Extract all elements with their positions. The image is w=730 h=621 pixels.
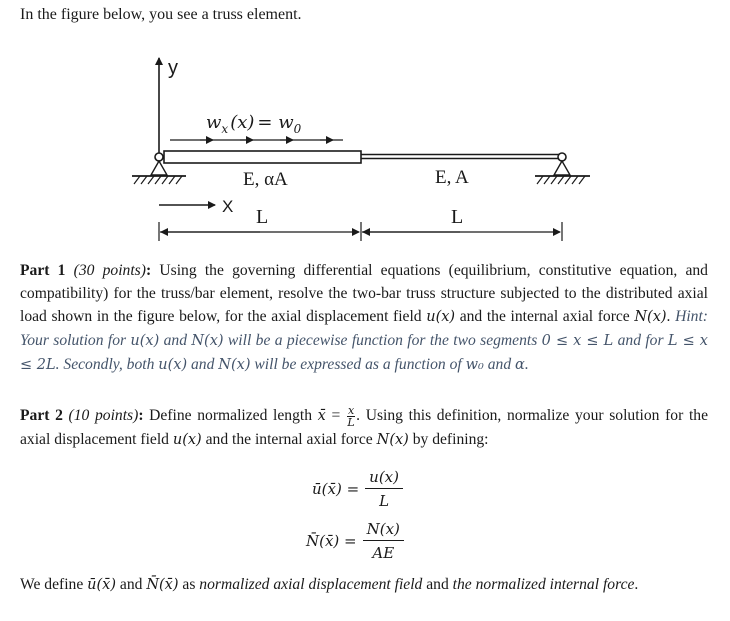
hint-range-1: 0 ≤ x ≤ L xyxy=(541,333,614,349)
part1-text-c: . xyxy=(666,308,676,325)
segment-2-properties: E, A xyxy=(435,167,469,188)
part2-colon: : xyxy=(138,407,144,424)
part2-n: N(x) xyxy=(376,432,409,448)
segment-1-length-label: L xyxy=(256,206,269,228)
part1-text-a: Using the governing differential equations (equilibrium, constitutive equation, and compatibility) for the truss/bar element, resolve the two-bar truss structure subjected to the distributed axial load shown in the figure below, for the axial displacement field xyxy=(20,262,708,325)
hint-b: and xyxy=(159,332,192,349)
load-eq: = w xyxy=(257,112,294,133)
closing-paragraph xyxy=(20,573,708,597)
eq1-numerator: u(x) xyxy=(365,468,403,489)
closing-text-a: We define xyxy=(20,576,88,593)
load-sub: x xyxy=(221,122,229,136)
bar-segment-1 xyxy=(164,151,361,163)
load-sub0: 0 xyxy=(293,122,302,136)
right-support-triangle xyxy=(554,161,570,175)
eq1-denominator: L xyxy=(379,492,390,510)
part2-paragraph xyxy=(20,404,708,452)
part2-fraction xyxy=(347,405,355,428)
hint-h: and xyxy=(483,356,516,373)
part1-text-b: and the internal axial force xyxy=(455,308,635,325)
hint-d: and for xyxy=(613,332,668,349)
part2-text-b: . Using this definition, normalize your solution for the axial displacement field xyxy=(20,407,708,448)
part2-frac-den: L xyxy=(347,415,355,429)
closing-text-c: as xyxy=(178,576,200,593)
closing-italic-a: normalized axial displacement field xyxy=(199,576,423,593)
part2-text-d: by defining: xyxy=(408,431,489,448)
part2-eq-sign: = xyxy=(325,407,346,424)
intro-text: In the figure below, you see a truss element. xyxy=(20,6,302,23)
hint-u: u(x) xyxy=(130,333,160,349)
hint-f: and xyxy=(187,356,219,373)
hint-e: . Secondly, both xyxy=(55,356,159,373)
part1-paragraph xyxy=(20,259,708,377)
closing-text-e: . xyxy=(634,576,639,593)
part2-text-a: Define normalized length xyxy=(143,407,318,424)
closing-ubar: ū(x̄) xyxy=(87,577,116,593)
part2-points: (10 points) xyxy=(68,407,139,424)
part2-u: u(x) xyxy=(172,432,202,448)
hint-g: will be expressed as a function of xyxy=(250,356,466,373)
hint-n2: N(x) xyxy=(218,357,251,373)
hint-c: will be a piecewise function for the two segments xyxy=(223,332,542,349)
hint-alpha: α xyxy=(515,357,525,373)
part1-title: Part 1 xyxy=(20,262,66,279)
eq2-numerator: N(x) xyxy=(363,520,404,541)
part2-xbar: x̄ xyxy=(317,408,326,424)
part1-n: N(x) xyxy=(634,309,667,325)
part2-frac-num: x xyxy=(347,403,355,417)
equation-n-normalized xyxy=(306,520,404,562)
closing-nbar: N̄(x̄) xyxy=(146,577,179,593)
part1-u: u(x) xyxy=(426,309,456,325)
x-axis-label: X xyxy=(222,197,234,216)
hint-i: . xyxy=(524,356,529,373)
closing-italic-b: the normalized internal force xyxy=(452,576,635,593)
closing-text-d: and xyxy=(422,576,453,593)
eq2-lhs: N̄(x̄) = xyxy=(306,532,357,550)
eq2-denominator: AE xyxy=(372,544,395,562)
segment-2-length-label: L xyxy=(451,206,464,228)
hint-range-2: L ≤ x ≤ 2L xyxy=(20,333,708,373)
hint-w0: w₀ xyxy=(465,357,484,373)
load-label xyxy=(206,112,302,136)
truss-figure xyxy=(0,0,730,250)
part1-colon: : xyxy=(145,262,152,279)
right-ground-hatch xyxy=(537,176,585,184)
part2-text-c: and the internal axial force xyxy=(201,431,377,448)
left-ground-hatch xyxy=(134,176,182,184)
eq1-fraction xyxy=(365,468,403,510)
segment-1-properties: E, αA xyxy=(243,169,288,190)
y-axis-label: y xyxy=(168,57,178,79)
load-w: w xyxy=(206,112,222,133)
part2-title: Part 2 xyxy=(20,407,63,424)
eq1-lhs: ū(x̄) = xyxy=(312,480,360,498)
load-arg: (x) xyxy=(230,112,255,133)
closing-text-b: and xyxy=(116,576,147,593)
hint-n: N(x) xyxy=(191,333,224,349)
hint-u2: u(x) xyxy=(158,357,188,373)
equation-u-normalized xyxy=(312,468,403,510)
hint-a: Hint: Your solution for xyxy=(20,308,708,349)
eq2-fraction xyxy=(363,520,404,562)
part1-points: (30 points) xyxy=(73,262,146,279)
